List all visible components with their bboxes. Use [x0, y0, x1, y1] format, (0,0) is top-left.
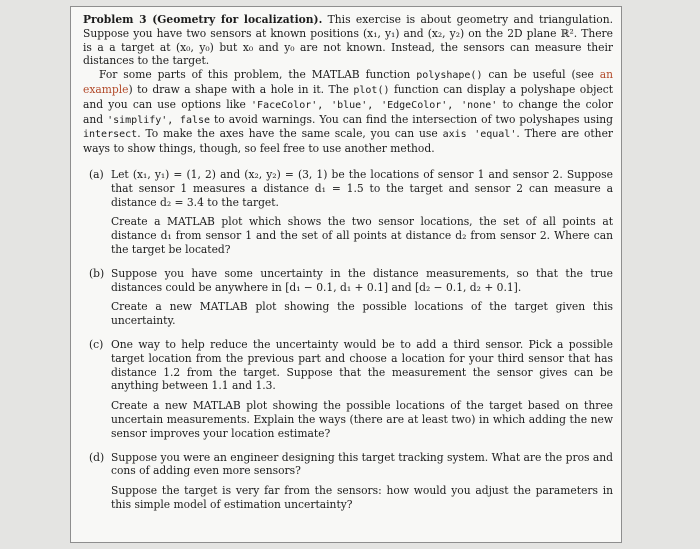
problem-title: Problem 3 (Geometry for localization). — [83, 13, 323, 26]
intro-text: This exercise is about geometry and triangulation. Suppose you have two sensors at known positions (x₁, y₁) and (x₂, y₂) on the 2D plane ℝ². There is a a target at (x₀, y₀) but x₀ and y₀ are not known. Instead, the sensors can measure their distances to the target. — [83, 13, 613, 68]
hint-text: to change the color and — [83, 97, 613, 126]
code-intersect: intersect — [83, 129, 138, 141]
part-c-task: Create a new MATLAB plot showing the possible locations of the target based on three uncertain measurements. Explain the ways (there are at least two) in which adding the new sensor improves your location estimate? — [111, 399, 613, 440]
hint-text: to avoid warnings. You can find the intersection of two polyshapes using — [210, 112, 613, 126]
part-c-statement: One way to help reduce the uncertainty would be to add a third sensor. Pick a possible target location from the previous part and choose a location for your third sensor that has distance 1.2 from the target. Suppose that the measurement the sensor gives can be anything between 1.1 and 1.3. — [111, 337, 613, 393]
intro-paragraph — [83, 13, 613, 68]
part-a-statement: Let (x₁, y₁) = (1, 2) and (x₂, y₂) = (3, 1) be the locations of sensor 1 and sensor 2. Suppose that sensor 1 measures a distance d₁ = 1.5 to the target and sensor 2 can measure a distance d₂ = 3.4 to the target. — [111, 167, 613, 209]
part-a — [83, 168, 613, 257]
part-b-statement: Suppose you have some uncertainty in the distance measurements, so that the true distances could be anywhere in [d₁ − 0.1, d₁ + 0.1] and [d₂ − 0.1, d₂ + 0.1]. — [111, 266, 613, 294]
part-c — [83, 338, 613, 441]
part-d — [83, 451, 613, 512]
part-b — [83, 267, 613, 328]
problem-sheet — [70, 6, 622, 543]
part-label: (d) — [89, 450, 105, 464]
part-d-task: Suppose the target is very far from the sensors: how would you adjust the parameters in this simple model of estimation uncertainty? — [111, 484, 613, 511]
example-link[interactable]: an example — [83, 68, 613, 96]
code-simplify: 'simplify', false — [107, 114, 211, 126]
part-b-task: Create a new MATLAB plot showing the possible locations of the target given this uncertainty. — [111, 300, 613, 328]
part-label: (c) — [89, 337, 104, 351]
code-color-options: 'FaceColor', 'blue', 'EdgeColor', 'none' — [251, 99, 498, 111]
part-d-statement: Suppose you were an engineer designing this target tracking system. What are the pros and cons of adding even more sensors? — [111, 450, 613, 478]
hint-text: can be useful (see — [482, 68, 600, 82]
hint-text: . To make the axes have the same scale, you can use — [137, 127, 443, 141]
hint-text: ) to draw a shape with a hole in it. The — [128, 82, 354, 96]
code-axis-equal: axis 'equal' — [442, 129, 517, 141]
code-plot: plot() — [353, 84, 390, 96]
part-label: (a) — [89, 167, 104, 181]
part-label: (b) — [89, 266, 105, 280]
code-polyshape: polyshape() — [416, 70, 483, 82]
hint-text: For some parts of this problem, the MATLAB function — [99, 68, 417, 82]
hint-text: . There are other ways to show things, though, so feel free to use another method. — [83, 127, 614, 156]
part-a-task: Create a MATLAB plot which shows the two sensor locations, the set of all points at distance d₁ from sensor 1 and the set of all points at distance d₂ from sensor 2. Where can the target be located? — [111, 215, 613, 256]
matlab-hints-paragraph — [83, 68, 613, 156]
hint-text: function can display a polyshape object and you can use options like — [83, 82, 613, 111]
